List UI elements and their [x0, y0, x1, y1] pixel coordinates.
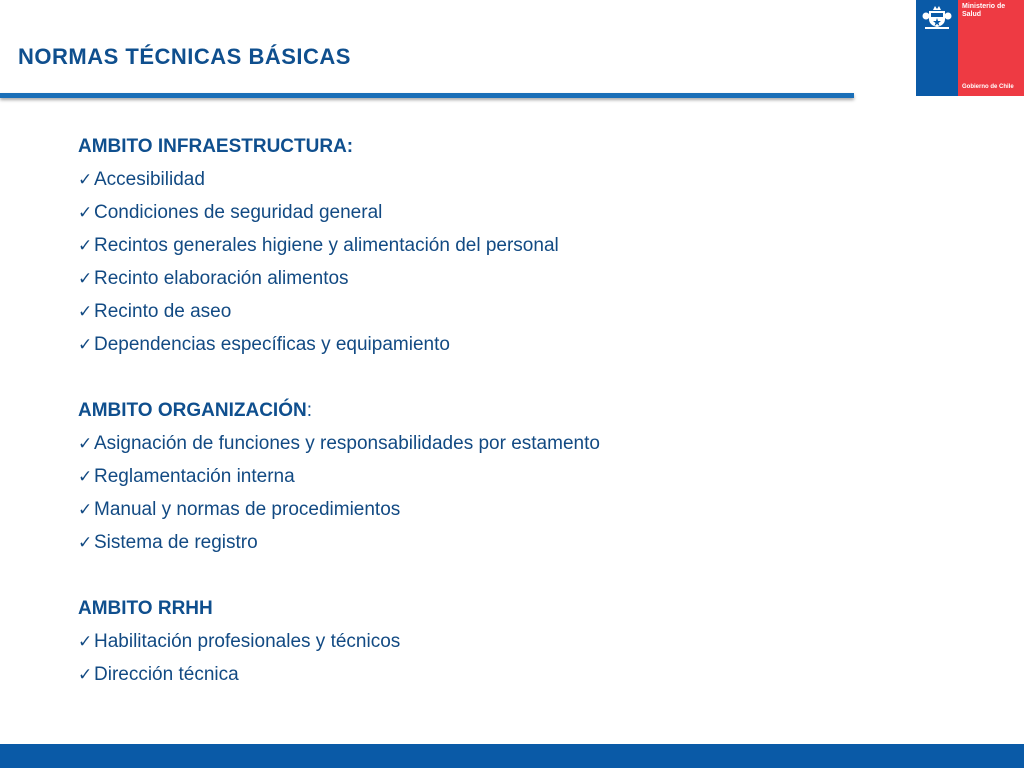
- section-infraestructura: [78, 130, 878, 361]
- list-item-label: Dependencias específicas y equipamiento: [94, 334, 450, 355]
- section-heading-text: AMBITO ORGANIZACIÓN: [78, 400, 307, 421]
- section-heading: [78, 592, 878, 625]
- list-item-label: Asignación de funciones y responsabilidades por estamento: [94, 433, 600, 454]
- section-heading: [78, 394, 878, 427]
- checkmark-icon: ✓: [78, 302, 93, 321]
- list-item: [78, 328, 878, 361]
- logo-blue-panel: [916, 0, 958, 96]
- list-item: [78, 262, 878, 295]
- list-item: [78, 493, 878, 526]
- checkmark-icon: ✓: [78, 533, 93, 552]
- checkmark-icon: ✓: [78, 632, 93, 651]
- list-item-label: Accesibilidad: [94, 169, 205, 190]
- checkmark-icon: ✓: [78, 500, 93, 519]
- checkmark-icon: ✓: [78, 236, 93, 255]
- list-item: [78, 460, 878, 493]
- title-underline: [0, 93, 854, 98]
- section-heading: [78, 130, 878, 163]
- footer-bar: [0, 744, 1024, 768]
- list-item: [78, 229, 878, 262]
- section-heading-suffix: :: [306, 400, 312, 421]
- list-item: [78, 625, 878, 658]
- list-item-label: Recinto elaboración alimentos: [94, 268, 349, 289]
- list-item-label: Condiciones de seguridad general: [94, 202, 383, 223]
- ministry-logo: [916, 0, 1024, 96]
- list-item: [78, 163, 878, 196]
- list-item: [78, 295, 878, 328]
- section-heading-text: AMBITO INFRAESTRUCTURA:: [78, 136, 354, 157]
- list-item: [78, 526, 878, 559]
- checkmark-icon: ✓: [78, 434, 93, 453]
- section-organizacion: [78, 394, 878, 559]
- list-item-label: Recintos generales higiene y alimentación del personal: [94, 235, 559, 256]
- section-heading-text: AMBITO RRHH: [78, 598, 213, 619]
- checkmark-icon: ✓: [78, 467, 93, 486]
- section-rrhh: [78, 592, 878, 691]
- ministry-name: [962, 3, 1005, 19]
- list-item-label: Recinto de aseo: [94, 301, 232, 322]
- list-item-label: Sistema de registro: [94, 532, 258, 553]
- ministry-name-line2: Salud: [962, 11, 982, 18]
- chile-coat-of-arms-icon: [921, 4, 953, 30]
- list-item: [78, 658, 878, 691]
- checkmark-icon: ✓: [78, 203, 93, 222]
- logo-red-panel: [958, 0, 1024, 96]
- list-item: [78, 196, 878, 229]
- checkmark-icon: ✓: [78, 170, 93, 189]
- government-label: Gobierno de Chile: [962, 84, 1014, 90]
- content-area: [78, 130, 878, 724]
- list-item-label: Dirección técnica: [94, 664, 239, 685]
- list-item-label: Reglamentación interna: [94, 466, 295, 487]
- list-item-label: Habilitación profesionales y técnicos: [94, 631, 401, 652]
- page-title: NORMAS TÉCNICAS BÁSICAS: [18, 44, 351, 69]
- list-item-label: Manual y normas de procedimientos: [94, 499, 401, 520]
- checkmark-icon: ✓: [78, 335, 93, 354]
- ministry-name-line1: Ministerio de: [962, 3, 1006, 10]
- list-item: [78, 427, 878, 460]
- checkmark-icon: ✓: [78, 665, 93, 684]
- checkmark-icon: ✓: [78, 269, 93, 288]
